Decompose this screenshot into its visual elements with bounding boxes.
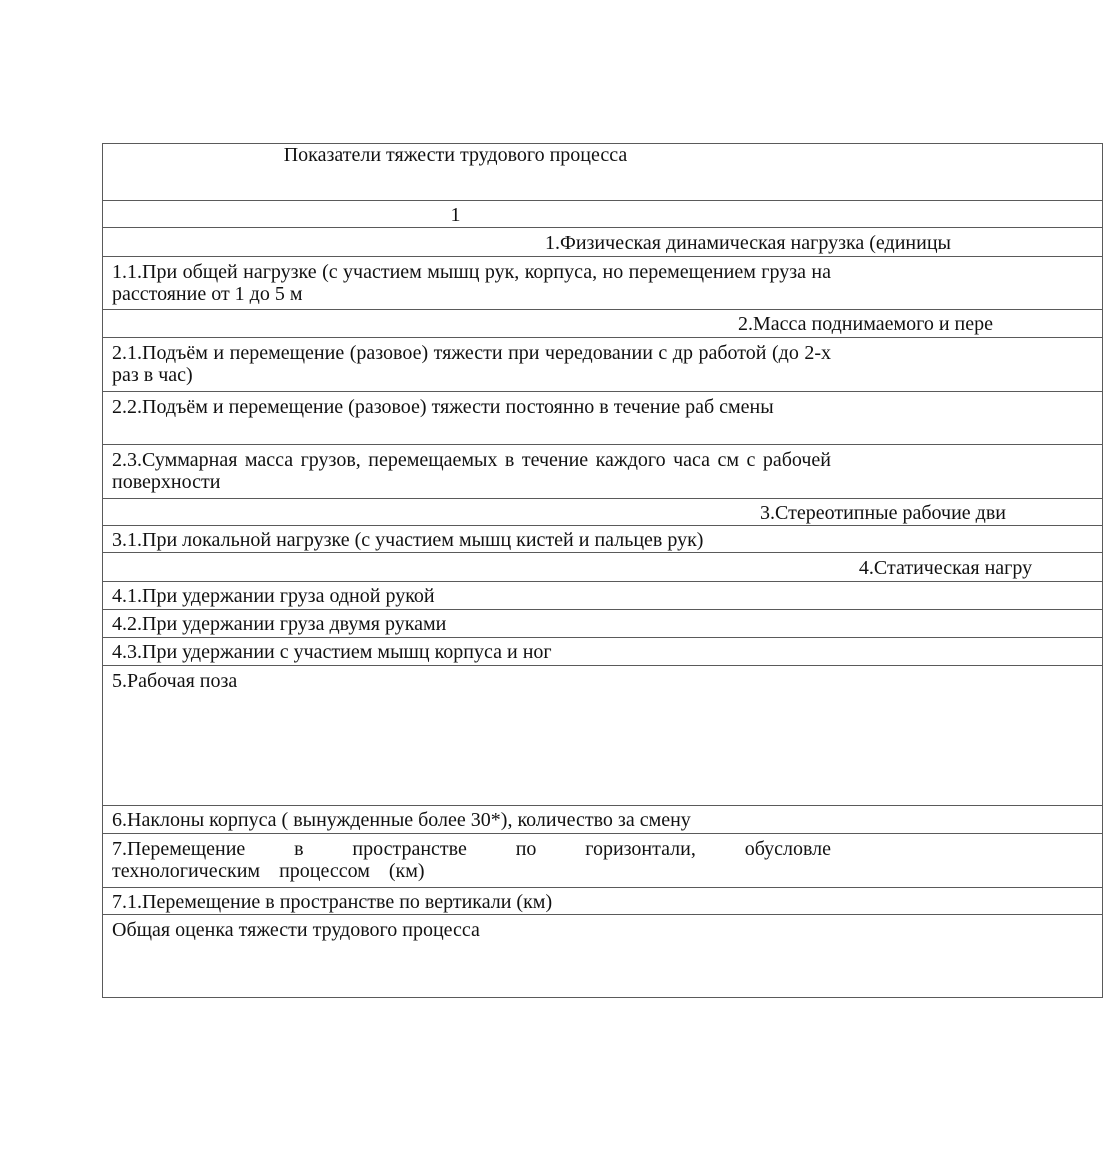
section-3-heading: 3.Стереотипные рабочие дви	[103, 499, 1103, 526]
row-2-2: 2.2.Подъём и перемещение (разовое) тяжести постоянно в течение раб смены	[103, 392, 1103, 445]
table-row	[103, 610, 1103, 638]
table-header: Показатели тяжести трудового процесса	[103, 144, 1103, 201]
row-7: 7.Перемещение в пространстве по горизонтали, обусловле технологическим процессом (км)	[103, 834, 1103, 888]
table-row	[103, 338, 1103, 392]
column-number: 1	[103, 201, 1103, 228]
row-4-3: 4.3.При удержании с участием мышц корпуса и ног	[103, 638, 1103, 666]
row-2-3: 2.3.Суммарная масса грузов, перемещаемых в течение каждого часа см с рабочей поверхности	[103, 445, 1103, 499]
row-6: 6.Наклоны корпуса ( вынужденные более 30*), количество за смену	[103, 806, 1103, 834]
table-row	[103, 915, 1103, 998]
section-1-heading: 1.Физическая динамическая нагрузка (единицы	[103, 228, 1103, 257]
row-4-1: 4.1.При удержании груза одной рукой	[103, 582, 1103, 610]
table-row	[103, 553, 1103, 582]
table-row	[103, 310, 1103, 338]
table-row	[103, 228, 1103, 257]
row-3-1: 3.1.При локальной нагрузке (с участием мышц кистей и пальцев рук)	[103, 526, 1103, 553]
document-page	[102, 143, 1033, 1005]
table-row	[103, 834, 1103, 888]
row-1-1: 1.1.При общей нагрузке (с участием мышц рук, корпуса, но перемещением груза на расстояние от 1 до 5 м	[103, 257, 1103, 310]
table-row	[103, 806, 1103, 834]
row-2-1: 2.1.Подъём и перемещение (разовое) тяжести при чередовании с др работой (до 2-х раз в час)	[103, 338, 1103, 392]
table-row	[103, 392, 1103, 445]
row-4-2: 4.2.При удержании груза двумя руками	[103, 610, 1103, 638]
table-row	[103, 666, 1103, 806]
table-row	[103, 499, 1103, 526]
section-4-heading: 4.Статическая нагру	[103, 553, 1103, 582]
table-row	[103, 257, 1103, 310]
table-row	[103, 638, 1103, 666]
table-row	[103, 888, 1103, 915]
table-row	[103, 201, 1103, 228]
table-row	[103, 582, 1103, 610]
section-2-heading: 2.Масса поднимаемого и пере	[103, 310, 1103, 338]
row-7-1: 7.1.Перемещение в пространстве по вертикали (км)	[103, 888, 1103, 915]
labor-severity-table	[102, 143, 1103, 998]
table-row	[103, 526, 1103, 553]
table-row	[103, 144, 1103, 201]
row-5: 5.Рабочая поза	[103, 666, 1103, 806]
table-row	[103, 445, 1103, 499]
overall-assessment-row: Общая оценка тяжести трудового процесса	[103, 915, 1103, 998]
